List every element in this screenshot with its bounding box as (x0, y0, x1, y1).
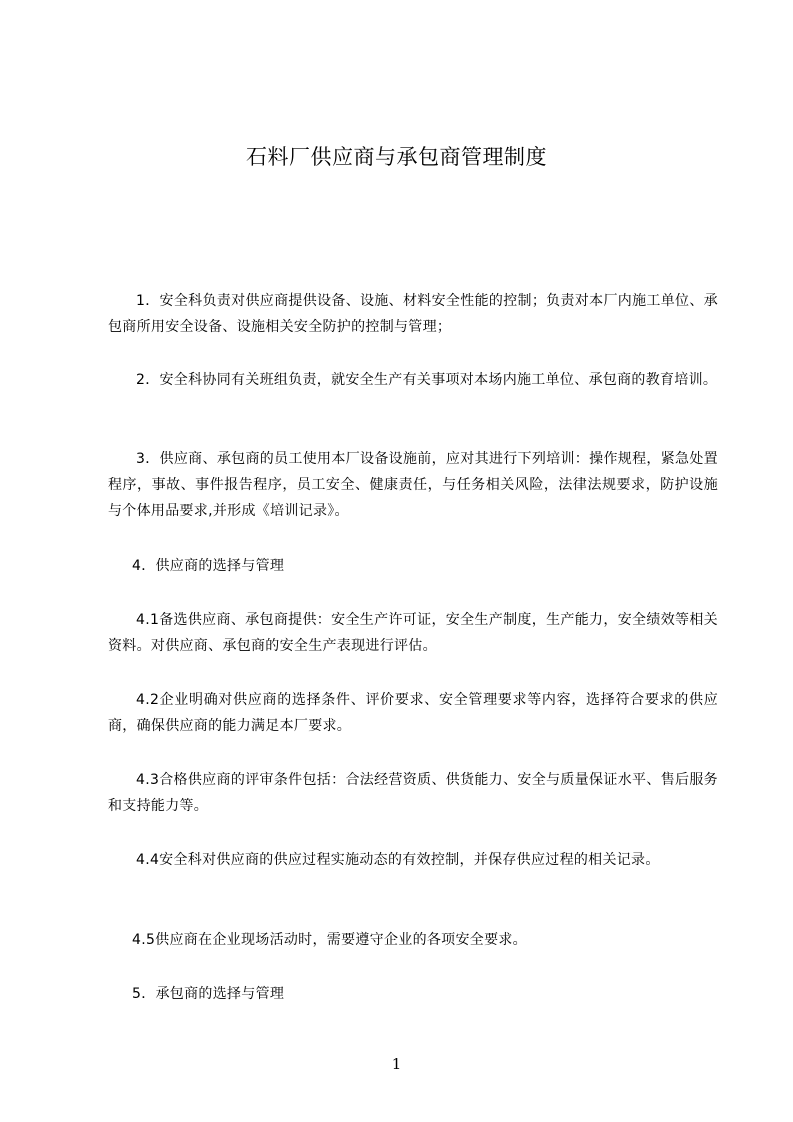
paragraph-4-2: 4.2企业明确对供应商的选择条件、评价要求、安全管理要求等内容，选择符合要求的供应商，确保供应商的能力满足本厂要求。 (108, 692, 718, 734)
paragraph-4-4: 4.4安全科对供应商的供应过程实施动态的有效控制，并保存供应过程的相关记录。 (136, 852, 660, 868)
paragraph-2: 2．安全科协同有关班组负责，就安全生产有关事项对本场内施工单位、承包商的教育培训。 (136, 372, 718, 388)
paragraph-4-5: 4.5供应商在企业现场活动时，需要遵守企业的各项安全要求。 (132, 932, 527, 948)
page-number: 1 (391, 1055, 402, 1073)
paragraph-4-1: 4.1备选供应商、承包商提供：安全生产许可证，安全生产制度，生产能力，安全绩效等相关资料。对供应商、承包商的安全生产表现进行评估。 (108, 612, 718, 654)
section-heading-4: 4．供应商的选择与管理 (132, 558, 285, 574)
document-title: 石料厂供应商与承包商管理制度 (246, 145, 547, 169)
paragraph-4-3: 4.3合格供应商的评审条件包括：合法经营资质、供货能力、安全与质量保证水平、售后服务和支持能力等。 (108, 772, 718, 814)
paragraph-1: 1．安全科负责对供应商提供设备、设施、材料安全性能的控制；负责对本厂内施工单位、承包商所用安全设备、设施相关安全防护的控制与管理； (108, 293, 718, 335)
section-heading-5: 5．承包商的选择与管理 (132, 986, 285, 1002)
paragraph-3: 3．供应商、承包商的员工使用本厂设备设施前，应对其进行下列培训：操作规程，紧急处置程序，事故、事件报告程序，员工安全、健康责任，与任务相关风险，法律法规要求，防护设施与个体用品要求,并形成《培训记录》。 (108, 451, 718, 519)
